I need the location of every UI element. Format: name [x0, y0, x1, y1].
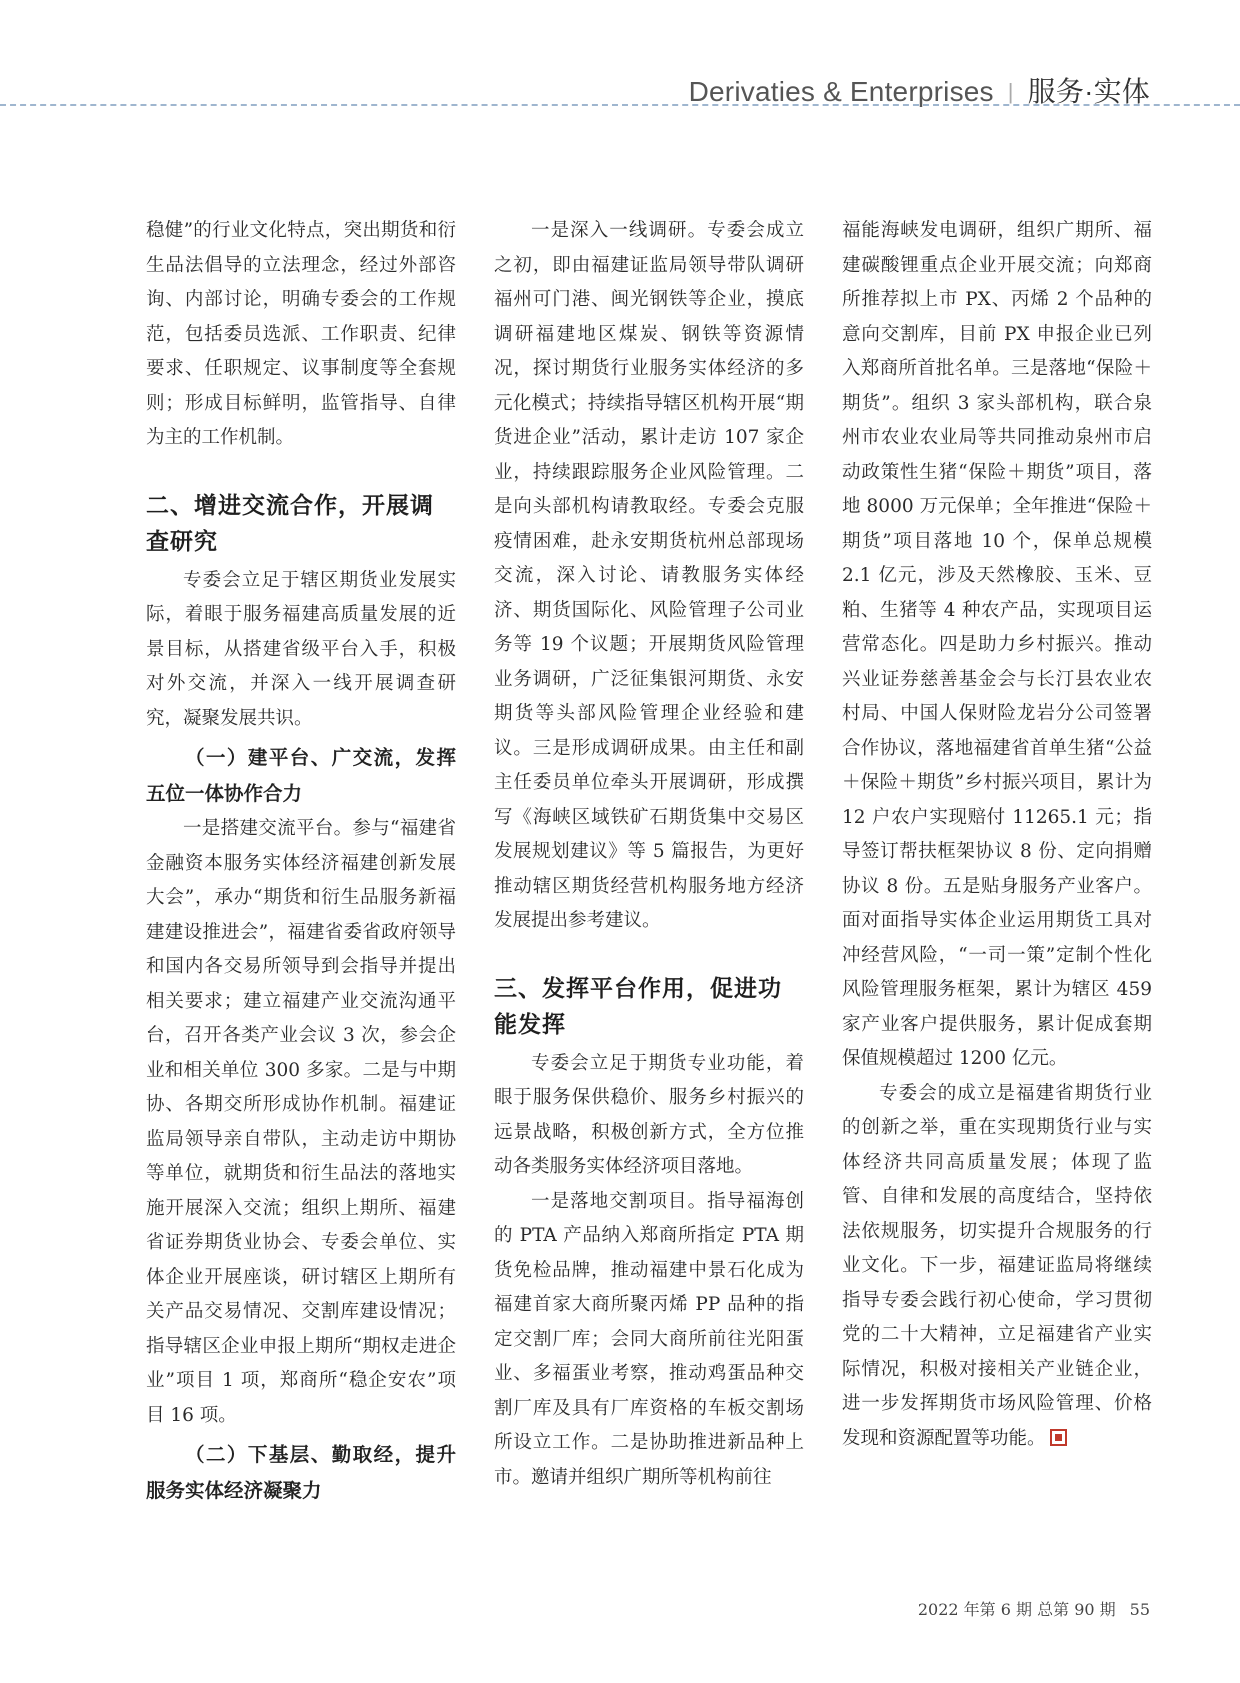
header-dashed-rule — [0, 104, 1240, 106]
column-3 — [842, 214, 1152, 1456]
paragraph-continued-col3: 福能海峡发电调研，组织广期所、福建碳酸锂重点企业开展交流；向郑商所推荐拟上市 PX、丙烯 2 个品种的意向交割库，目前 PX 申报企业已列入郑商所首批名单。三是落地“保险＋期货”。组织 3 家头部机构，联合泉州市农业农业局等共同推动泉州市启动政策性生猪“保险＋期货”项目，落地 8000 万元保单；全年推进“保险＋期货”项目落地 10 个，保单总规模 2.1 亿元，涉及天然橡胶、玉米、豆粕、生猪等 4 种农产品，实现项目运营常态化。四是助力乡村振兴。推动兴业证券慈善基金会与长汀县农业农村局、中国人保财险龙岩分公司签署合作协议，落地福建省首单生猪“公益＋保险＋期货”乡村振兴项目，累计为 12 户农户实现赔付 11265.1 元；指导签订帮扶框架协议 8 份、定向捐赠协议 8 份。五是贴身服务产业客户。面对面指导实体企业运用期货工具对冲经营风险，“一司一策”定制个性化风险管理服务框架，累计为辖区 459 家产业客户提供服务，累计促成套期保值规模超过 1200 亿元。 — [842, 220, 1152, 1069]
column-1 — [146, 214, 456, 1509]
section-heading-3: 三、发挥平台作用，促进功能发挥 — [494, 975, 782, 1038]
page-header — [0, 0, 1240, 106]
paragraph-section2-intro: 专委会立足于辖区期货业发展实际，着眼于服务福建高质量发展的近景目标，从搭建省级平台入手，积极对外交流，并深入一线开展调查研究，凝聚发展共识。 — [146, 569, 456, 729]
paragraph-continued: 稳健”的行业文化特点，突出期货和衍生品法倡导的立法理念，经过外部咨询、内部讨论，明确专委会的工作规范，包括委员选派、工作职责、纪律要求、任职规定、议事制度等全套规则；形成目标鲜明，监管指导、自律为主的工作机制。 — [146, 220, 456, 448]
subsection-heading-2: （二）下基层、勤取经，提升服务实体经济凝聚力 — [146, 1443, 456, 1502]
issue-info: 2022 年第 6 期 总第 90 期 — [917, 1600, 1116, 1619]
column-2 — [494, 214, 804, 1495]
subsection-heading-1: （一）建平台、广交流，发挥五位一体协作合力 — [146, 746, 456, 805]
page-number: 55 — [1129, 1600, 1150, 1619]
running-head-english: Derivaties & Enterprises — [688, 76, 994, 107]
end-square-icon — [1050, 1429, 1067, 1446]
paragraph-subsection-1: 一是搭建交流平台。参与“福建省金融资本服务实体经济福建创新发展大会”，承办“期货和衍生品服务新福建建设推进会”，福建省委省政府领导和国内各交易所领导到会指导并提出相关要求；建立福建产业交流沟通平台，召开各类产业会议 3 次，参会企业和相关单位 300 多家。二是与中期协、各期交所形成协作机制。福建证监局领导亲自带队，主动走访中期协等单位，就期货和衍生品法的落地实施开展深入交流；组织上期所、福建省证券期货业协会、专委会单位、实体企业开展座谈，研讨辖区上期所有关产品交易情况、交割库建设情况；指导辖区企业申报上期所“期权走进企业”项目 1 项，郑商所“稳企安农”项目 16 项。 — [146, 818, 456, 1426]
page-footer — [918, 1597, 1150, 1620]
paragraph-conclusion — [842, 1077, 1152, 1457]
running-head-chinese: 服务·实体 — [1027, 76, 1150, 107]
conclusion-text: 专委会的成立是福建省期货行业的创新之举，重在实现期货行业与实体经济共同高质量发展；体现了监管、自律和发展的高度结合，坚持依法依规服务，切实提升合规服务的行业文化。下一步，福建证监局将继续指导专委会践行初心使命，学习贯彻党的二十大精神，立足福建省产业实际情况，积极对接相关产业链企业，进一步发挥期货市场风险管理、价格发现和资源配置等功能。 — [842, 1082, 1152, 1449]
paragraph-subsection-2: 一是深入一线调研。专委会成立之初，即由福建证监局领导带队调研福州可门港、闽光钢铁等企业，摸底调研福建地区煤炭、钢铁等资源情况，探讨期货行业服务实体经济的多元化模式；持续指导辖区机构开展“期货进企业”活动，累计走访 107 家企业，持续跟踪服务企业风险管理。二是向头部机构请教取经。专委会克服疫情困难，赴永安期货杭州总部现场交流，深入讨论、请教服务实体经济、期货国际化、风险管理子公司业务等 19 个议题；开展期货风险管理业务调研，广泛征集银河期货、永安期货等头部风险管理企业经验和建议。三是形成调研成果。由主任和副主任委员单位牵头开展调研，形成撰写《海峡区域铁矿石期货集中交易区发展规划建议》等 5 篇报告，为更好推动辖区期货经营机构服务地方经济发展提出参考建议。 — [494, 220, 804, 931]
section-heading-2: 二、增进交流合作，开展调查研究 — [146, 492, 434, 555]
paragraph-section3-intro: 专委会立足于期货专业功能，着眼于服务保供稳价、服务乡村振兴的远景战略，积极创新方式，全方位推动各类服务实体经济项目落地。 — [494, 1052, 804, 1177]
running-head-separator: | — [1007, 79, 1014, 104]
paragraph-section3-projects: 一是落地交割项目。指导福海创的 PTA 产品纳入郑商所指定 PTA 期货免检品牌，推动福建中景石化成为福建首家大商所聚丙烯 PP 品种的指定交割厂库；会同大商所前往光阳蛋业、多福蛋业考察，推动鸡蛋品种交割厂库及具有厂库资格的车板交割场所设立工作。二是协助推进新品种上市。邀请并组织广期所等机构前往 — [494, 1190, 804, 1488]
